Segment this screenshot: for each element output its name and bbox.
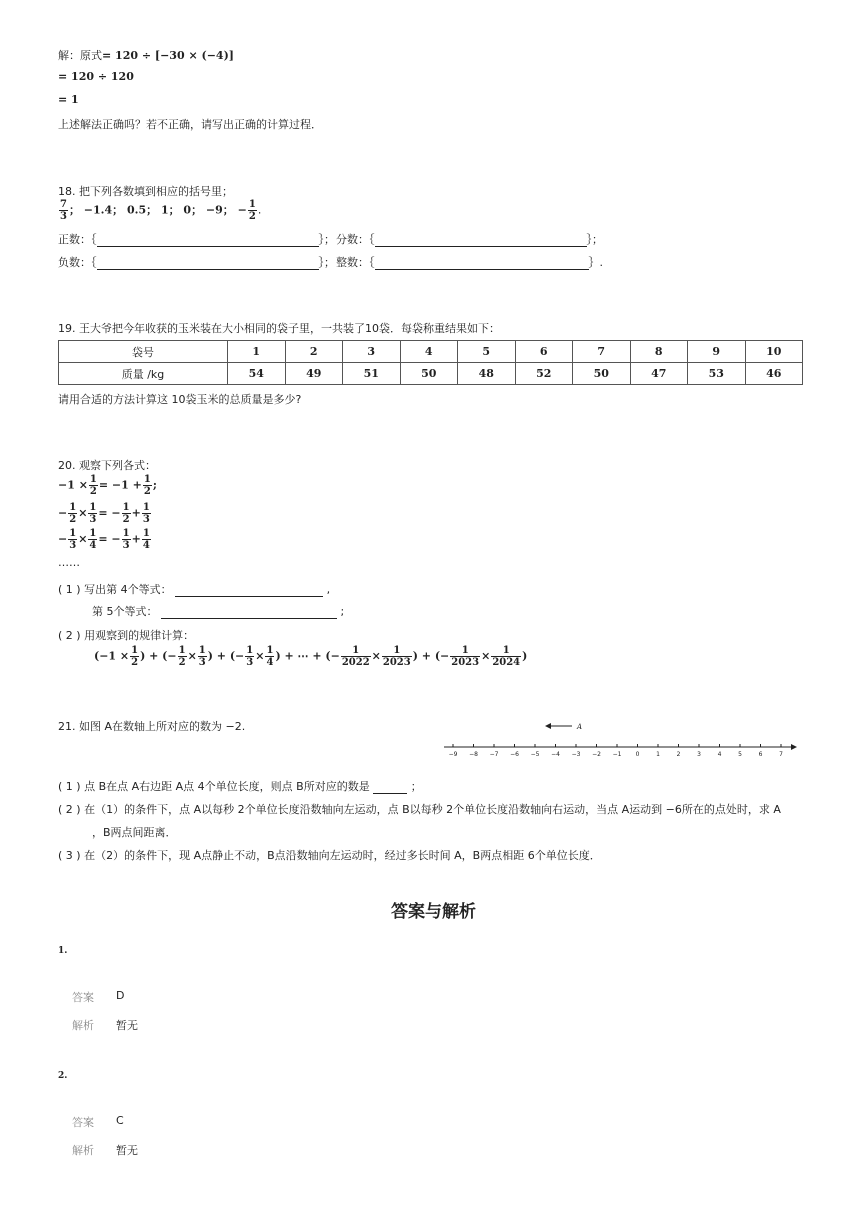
- number-line: [440, 715, 802, 763]
- tick-label: −2: [592, 751, 601, 758]
- q17-line2: = 120 ÷ 120: [58, 70, 134, 83]
- table-cell: 1: [228, 341, 286, 363]
- q18-stem: 18. 把下列各数填到相应的括号里；: [58, 185, 233, 198]
- table-cell: 5: [458, 341, 516, 363]
- integer-blank[interactable]: [375, 259, 589, 270]
- q17-line3: = 1: [58, 93, 79, 106]
- tick-label: −3: [571, 751, 581, 758]
- q20-part1b: 第 5个等式： ;: [92, 605, 345, 618]
- table-cell: 4: [400, 341, 458, 363]
- point-label-a: A: [577, 723, 583, 731]
- analysis-label: 解析: [72, 1144, 94, 1157]
- table-cell: 47: [630, 363, 688, 385]
- tick-label: 4: [717, 751, 722, 758]
- q21-part2: ( 2 ) 在（1）的条件下，点 A以每秒 2个单位长度沿数轴向左运动，点 B以每秒 2个单位长度沿数轴向右运动，当点 A运动到 −6所在的点处时，求 A: [58, 803, 781, 816]
- answer-label: 答案: [72, 1116, 94, 1129]
- answer-num: 2.: [58, 1071, 68, 1081]
- table-cell: 8: [630, 341, 688, 363]
- answer-value: C: [116, 1114, 124, 1127]
- q19-question: 请用合适的方法计算这 10袋玉米的总质量是多少?: [58, 393, 302, 406]
- table-cell: 50: [400, 363, 458, 385]
- eq4-blank[interactable]: [175, 586, 323, 597]
- q20-part1: ( 1 ) 写出第 4个等式： ,: [58, 583, 331, 596]
- tick-label: 1: [656, 751, 660, 758]
- q21-stem: 21. 如图 A在数轴上所对应的数为 −2.: [58, 720, 246, 733]
- table-cell: 7: [573, 341, 631, 363]
- table-cell: 3: [343, 341, 401, 363]
- q21-part2-cont: ，B两点间距离．: [92, 826, 177, 839]
- b-value-blank[interactable]: [373, 783, 407, 794]
- table-cell: 2: [285, 341, 343, 363]
- q18-fraction-row: 分数：｛ ｝；: [336, 233, 603, 246]
- table-cell: 52: [515, 363, 573, 385]
- table-cell: 54: [228, 363, 286, 385]
- tick-label: 7: [779, 751, 783, 758]
- tick-label: −4: [551, 751, 560, 758]
- q20-part2: ( 2 ) 用观察到的规律计算：: [58, 629, 195, 642]
- fraction: $\frac{1}{2}$: [248, 199, 256, 222]
- table-header-cell: 质量 /kg: [59, 363, 228, 385]
- q19-table: [58, 340, 803, 385]
- answer-num: 1.: [58, 946, 68, 956]
- fraction: $\frac{7}{3}$: [60, 199, 67, 222]
- tick-label: −5: [530, 751, 540, 758]
- table-cell: 46: [745, 363, 803, 385]
- answer-value: D: [116, 989, 125, 1002]
- table-cell: 6: [515, 341, 573, 363]
- table-cell: 50: [573, 363, 631, 385]
- tick-label: 6: [758, 751, 763, 758]
- table-cell: 53: [688, 363, 746, 385]
- tick-label: −6: [510, 751, 519, 758]
- tick-label: 3: [697, 751, 701, 758]
- table-cell: 51: [343, 363, 401, 385]
- positive-blank[interactable]: [97, 236, 319, 247]
- q20-eq2: − $\frac{1}{2}$ × $\frac{1}{3}$ = − $\frac{1}{2}$ + $\frac{1}{3}$: [58, 502, 150, 525]
- tick-label: −8: [469, 751, 478, 758]
- q19-stem: 19. 王大爷把今年收获的玉米装在大小相同的袋子里，一共装了10袋．每袋称重结果如下：: [58, 322, 500, 335]
- eq5-blank[interactable]: [161, 608, 337, 619]
- table-cell: 10: [745, 341, 803, 363]
- q20-dots: ……: [58, 556, 80, 569]
- analysis-value: 暂无: [116, 1019, 138, 1032]
- analysis-value: 暂无: [116, 1144, 138, 1157]
- answer-label: 答案: [72, 991, 94, 1004]
- tick-label: −9: [448, 751, 458, 758]
- q18-negative-row: 负数：｛ ｝；: [58, 256, 335, 269]
- q20-expression: (−1 × $\frac{1}{2}$ ) + (− $\frac{1}{2}$ × $\frac{1}{3}$ ) + (− $\frac{1}{3}$ × $\frac{1}{4}$ ) + ⋯ + (− $\frac{1}{2022}$ × $\frac{1}{2023}$ ) + (− $\frac{1}{2023}$ × $\frac{1}{2024}$ ): [94, 645, 528, 668]
- q21-part1: ( 1 ) 点 B在点 A右边距 A点 4个单位长度，则点 B所对应的数是 ；: [58, 780, 422, 793]
- q18-numbers: $\frac{7}{3}$ ； −1.4； 0.5； 1； 0； −9； − $\frac{1}{2}$ .: [60, 199, 262, 222]
- fraction-blank[interactable]: [375, 236, 587, 247]
- q17-line1: 解：原式= 120 ÷ [−30 × (−4)]: [58, 49, 234, 62]
- tick-label: 2: [676, 751, 681, 758]
- q18-positive-row: 正数：｛ ｝；: [58, 233, 335, 246]
- q18-integer-row: 整数：｛ ｝.: [336, 256, 603, 269]
- table-cell: 48: [458, 363, 516, 385]
- analysis-label: 解析: [72, 1019, 94, 1032]
- tick-label: −7: [489, 751, 499, 758]
- negative-blank[interactable]: [97, 259, 319, 270]
- table-cell: 49: [285, 363, 343, 385]
- answers-title: 答案与解析: [391, 902, 476, 922]
- q20-stem: 20. 观察下列各式：: [58, 459, 156, 472]
- tick-label: 5: [738, 751, 742, 758]
- tick-label: −1: [612, 751, 622, 758]
- q17-question: 上述解法正确吗？若不正确，请写出正确的计算过程．: [58, 118, 322, 131]
- q21-part3: ( 3 ) 在（2）的条件下，现 A点静止不动，B点沿数轴向左运动时，经过多长时间 A，B两点相距 6个单位长度．: [58, 849, 601, 862]
- tick-label: 0: [635, 751, 640, 758]
- table-cell: 9: [688, 341, 746, 363]
- table-header-cell: 袋号: [59, 341, 228, 363]
- q20-eq3: − $\frac{1}{3}$ × $\frac{1}{4}$ = − $\frac{1}{3}$ + $\frac{1}{4}$: [58, 528, 150, 551]
- table-row: [59, 341, 803, 363]
- q20-eq1: −1 × $\frac{1}{2}$ = −1 + $\frac{1}{2}$ ;: [58, 474, 157, 497]
- table-row: [59, 363, 803, 385]
